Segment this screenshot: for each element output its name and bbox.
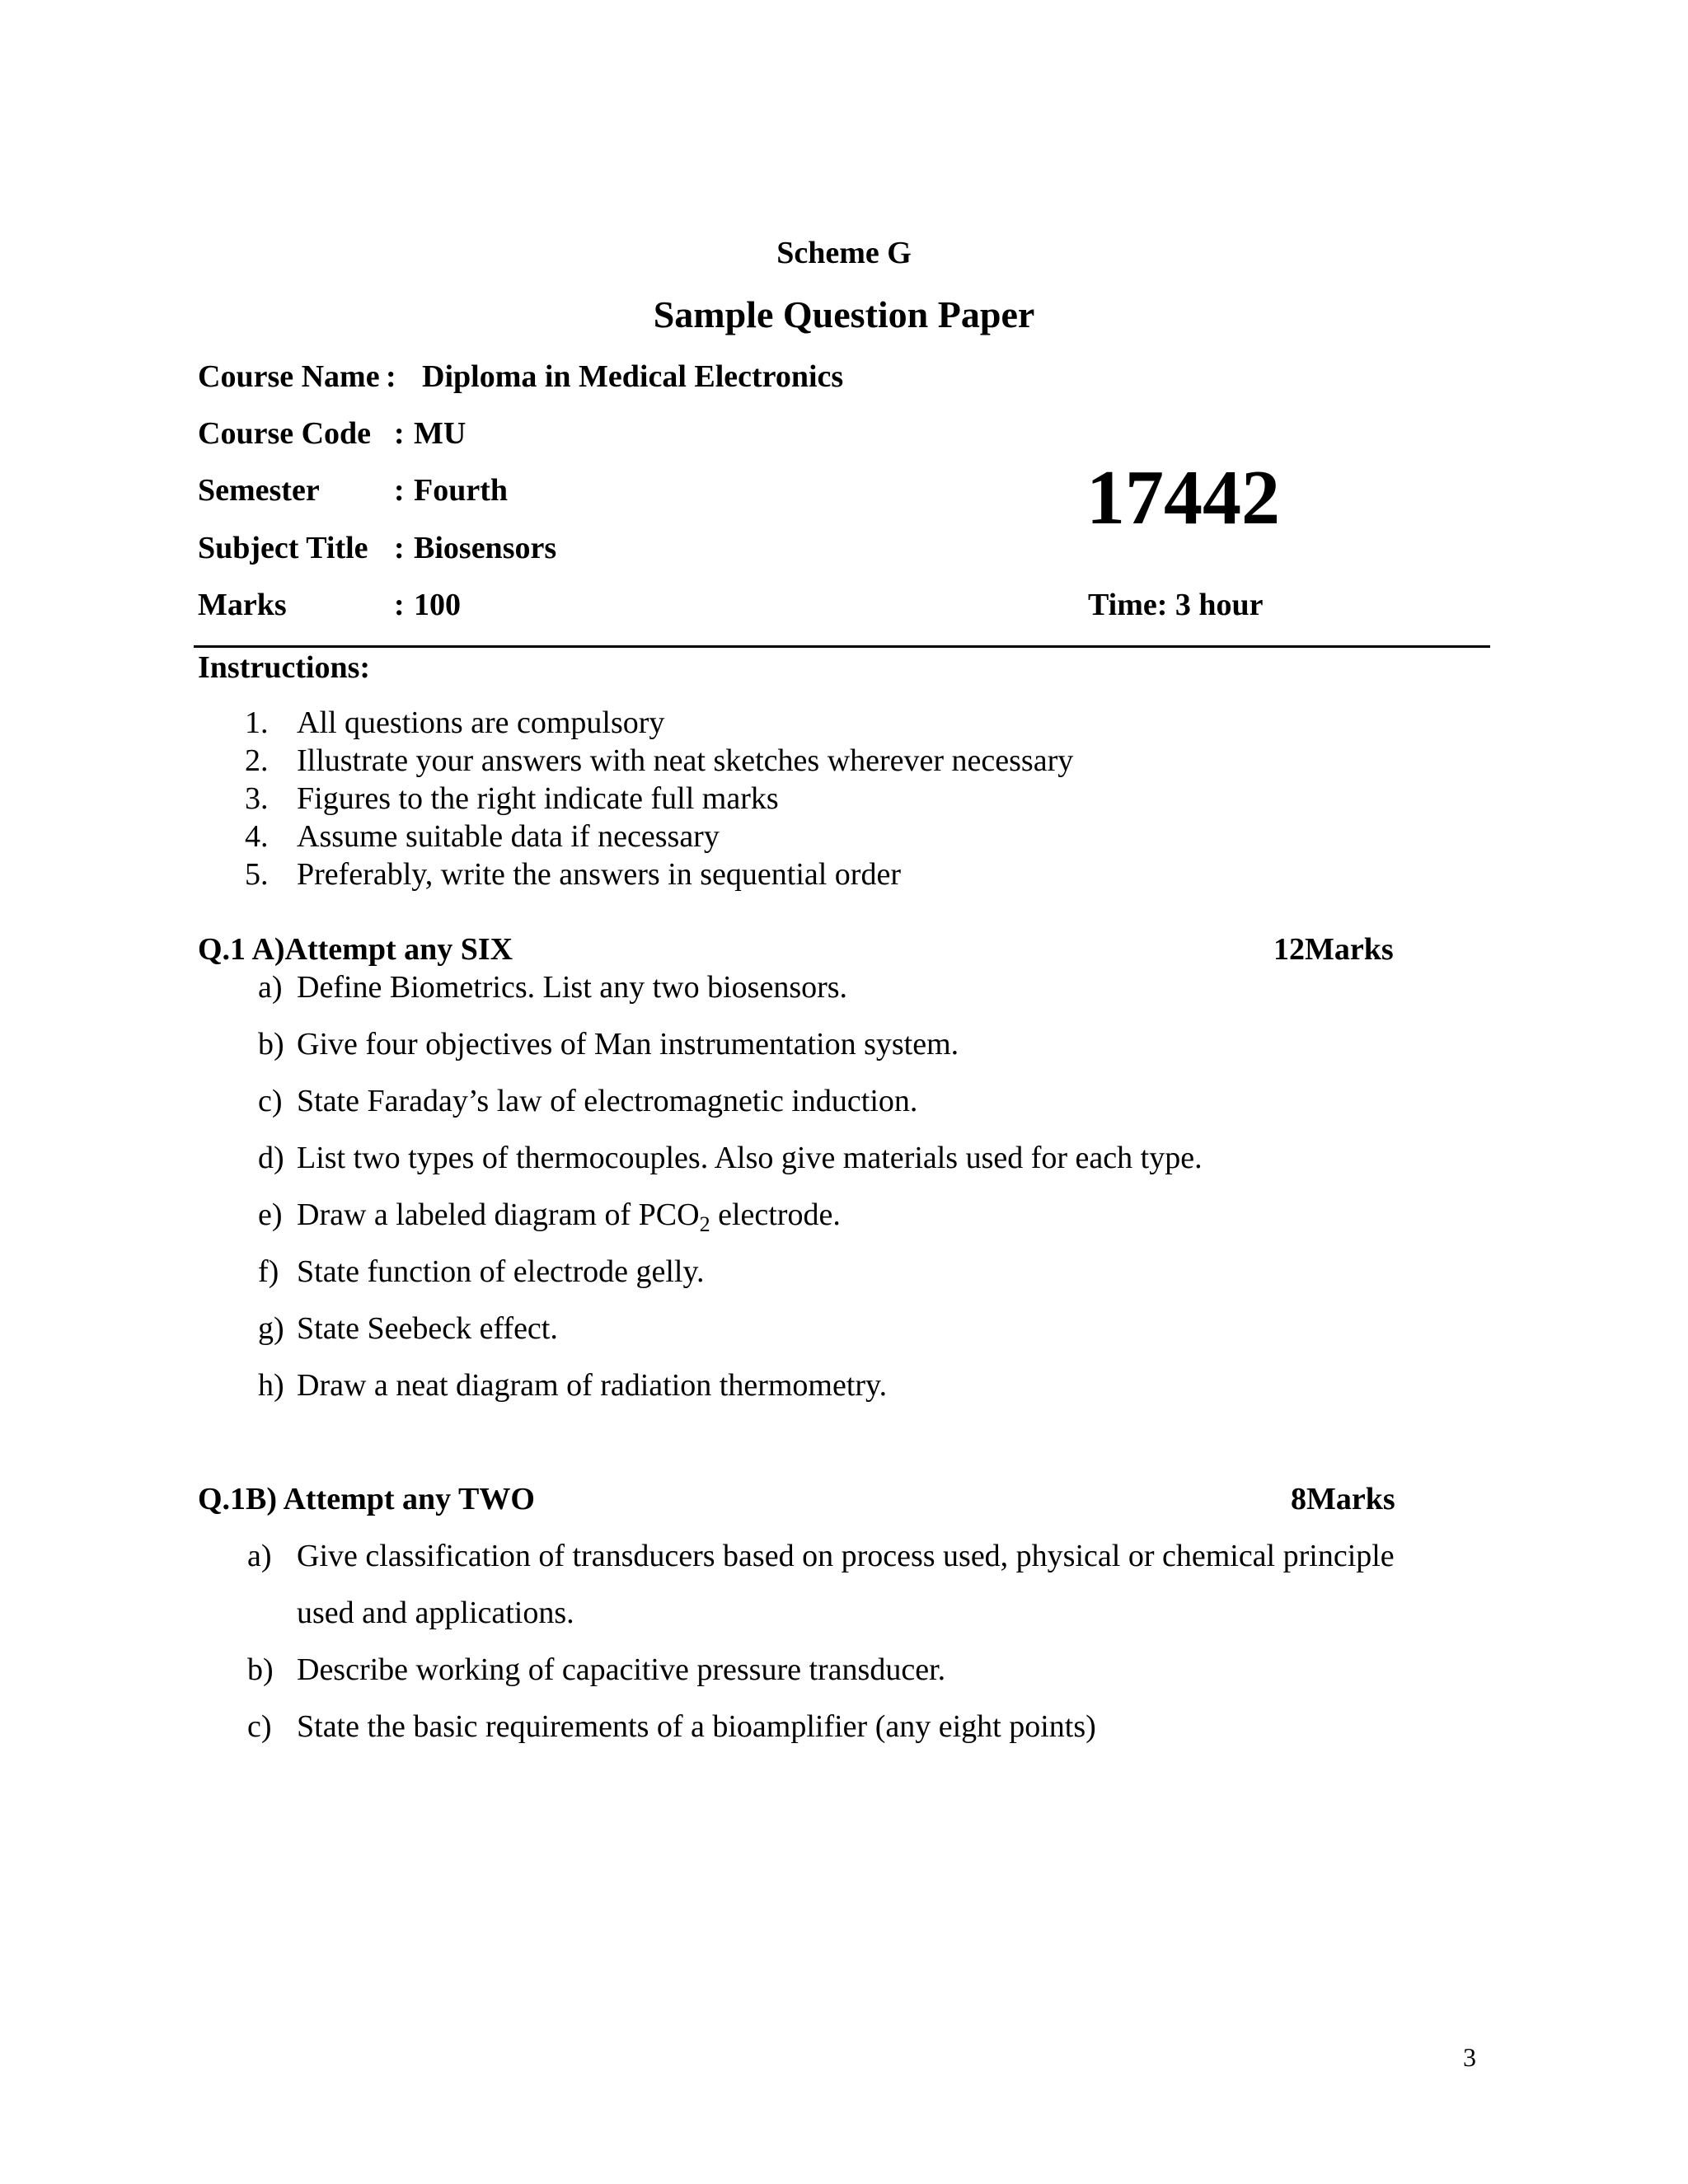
paper-code: 17442 [1086,455,1280,541]
question-text: List two types of thermocouples. Also give materials used for each type. [297,1141,1203,1175]
question-text: Define Biometrics. List any two biosensors. [297,970,848,1005]
question-text: Describe working of capacitive pressure transducer. [297,1652,946,1687]
question-text: Draw a neat diagram of radiation thermometry. [297,1368,888,1403]
course-name-sep: : [386,359,396,394]
marks-sep: : [394,588,405,622]
question-label: b) [247,1652,274,1687]
question-label: g) [258,1311,284,1346]
question-label: a) [258,970,283,1005]
question-text: State function of electrode gelly. [297,1254,705,1289]
instruction-number: 4. [245,819,269,854]
question-text-continued: used and applications. [297,1596,574,1630]
q1b-marks: 8Marks [1291,1482,1395,1516]
question-label: c) [258,1084,283,1118]
course-code-sep: : [394,416,405,451]
question-label: c) [247,1709,272,1744]
subject-title-sep: : [394,531,405,565]
question-label: b) [258,1027,284,1062]
marks-label: Marks [198,588,287,622]
question-text: Draw a labeled diagram of $PCO_2$ electrode. [297,1197,841,1236]
header-divider [194,645,1490,648]
semester-sep: : [394,473,405,508]
question-text: State the basic requirements of a bioamplifier (any eight points) [297,1709,1096,1744]
time-label: Time: 3 hour [1088,588,1264,622]
page-title: Sample Question Paper [653,293,1035,335]
q1b-heading: Q.1B) Attempt any TWO [198,1482,535,1516]
question-text: Give four objectives of Man instrumentation system. [297,1027,959,1062]
instruction-number: 1. [245,705,269,740]
question-label: d) [258,1141,284,1175]
marks-value: 100 [414,588,461,622]
instruction-text: All questions are compulsory [297,705,665,740]
question-label: f) [258,1254,279,1289]
page-number: 3 [1463,2042,1476,2072]
instruction-text: Figures to the right indicate full marks [297,781,779,816]
instructions-heading: Instructions: [198,650,371,685]
question-text: Give classification of transducers based on process used, physical or chemical principle [297,1539,1395,1573]
question-label: e) [258,1197,283,1232]
instruction-number: 3. [245,781,269,816]
instruction-number: 5. [245,857,269,892]
question-label: h) [258,1368,284,1403]
subject-title-value: Biosensors [414,531,557,565]
course-name-value: Diploma in Medical Electronics [422,359,844,394]
semester-label: Semester [198,473,320,508]
instruction-text: Preferably, write the answers in sequential order [297,857,901,892]
question-text: State Faraday’s law of electromagnetic induction. [297,1084,918,1118]
q1a-heading: Q.1 A)Attempt any SIX [198,932,513,967]
q1a-marks: 12Marks [1273,932,1394,967]
question-text: State Seebeck effect. [297,1311,558,1346]
course-code-label: Course Code [198,416,372,451]
subject-title-label: Subject Title [198,531,368,565]
question-label: a) [247,1539,272,1573]
instruction-text: Assume suitable data if necessary [297,819,720,854]
scheme-label: Scheme G [776,236,912,270]
instruction-number: 2. [245,743,269,778]
instruction-text: Illustrate your answers with neat sketches wherever necessary [297,743,1074,778]
course-name-label: Course Name [198,359,380,394]
semester-value: Fourth [414,473,508,508]
course-code-value: MU [414,416,467,451]
